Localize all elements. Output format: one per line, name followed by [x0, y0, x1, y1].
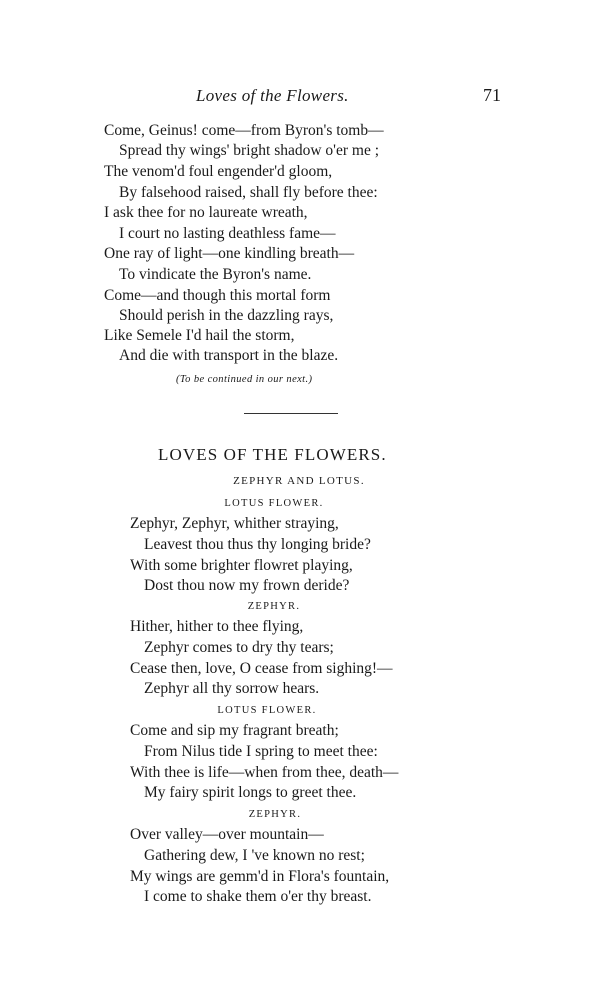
poem-line: Zephyr comes to dry thy tears;	[144, 639, 334, 656]
poem-line: Cease then, love, O cease from sighing!—	[130, 660, 393, 677]
poem-line: Over valley—over mountain—	[130, 826, 324, 843]
continued-note: (To be continued in our next.)	[176, 374, 313, 385]
section-divider	[244, 413, 338, 414]
running-title: Loves of the Flowers.	[196, 86, 349, 105]
poem-line: Dost thou now my frown deride?	[144, 577, 350, 594]
poem-title: LOVES OF THE FLOWERS.	[158, 445, 387, 464]
poem-line: Come, Geinus! come—from Byron's tomb—	[104, 122, 384, 139]
poem-line: With some brighter flowret playing,	[130, 557, 353, 574]
poem-line: Hither, hither to thee flying,	[130, 618, 304, 635]
poem-line: With thee is life—when from thee, death—	[130, 764, 399, 781]
poem-line: Come and sip my fragrant breath;	[130, 722, 339, 739]
poem-line: My wings are gemm'd in Flora's fountain,	[130, 868, 390, 885]
poem-line: Come—and though this mortal form	[104, 287, 331, 304]
poem-line: Spread thy wings' bright shadow o'er me ;	[119, 142, 380, 159]
poem-line: Zephyr, Zephyr, whither straying,	[130, 515, 339, 532]
poem-line: I court no lasting deathless fame—	[119, 225, 336, 242]
poem-line: My fairy spirit longs to greet thee.	[144, 784, 357, 801]
poem-line: I come to shake them o'er thy breast.	[144, 888, 372, 905]
poem-subtitle: ZEPHYR AND LOTUS.	[233, 475, 365, 487]
speaker-heading: LOTUS FLOWER.	[217, 705, 317, 716]
poem-line: Leavest thou thus thy longing bride?	[144, 536, 371, 553]
poem-line: Zephyr all thy sorrow hears.	[144, 680, 320, 697]
page-number: 71	[483, 85, 501, 105]
speaker-heading: LOTUS FLOWER.	[224, 498, 324, 509]
poem-line: Should perish in the dazzling rays,	[119, 307, 334, 324]
poem-line: The venom'd foul engender'd gloom,	[104, 163, 333, 180]
poem-line: Gathering dew, I 've known no rest;	[144, 847, 365, 864]
poem-line: I ask thee for no laureate wreath,	[104, 204, 308, 221]
poem-line: Like Semele I'd hail the storm,	[104, 327, 295, 344]
poem-line: By falsehood raised, shall fly before thee:	[119, 184, 378, 201]
speaker-heading: ZEPHYR.	[247, 601, 301, 612]
speaker-heading: ZEPHYR.	[248, 809, 302, 820]
poem-line: One ray of light—one kindling breath—	[104, 245, 355, 262]
poem-line: To vindicate the Byron's name.	[119, 266, 312, 283]
running-head	[0, 86, 598, 108]
poem-line: And die with transport in the blaze.	[119, 347, 339, 364]
poem-line: From Nilus tide I spring to meet thee:	[144, 743, 378, 760]
